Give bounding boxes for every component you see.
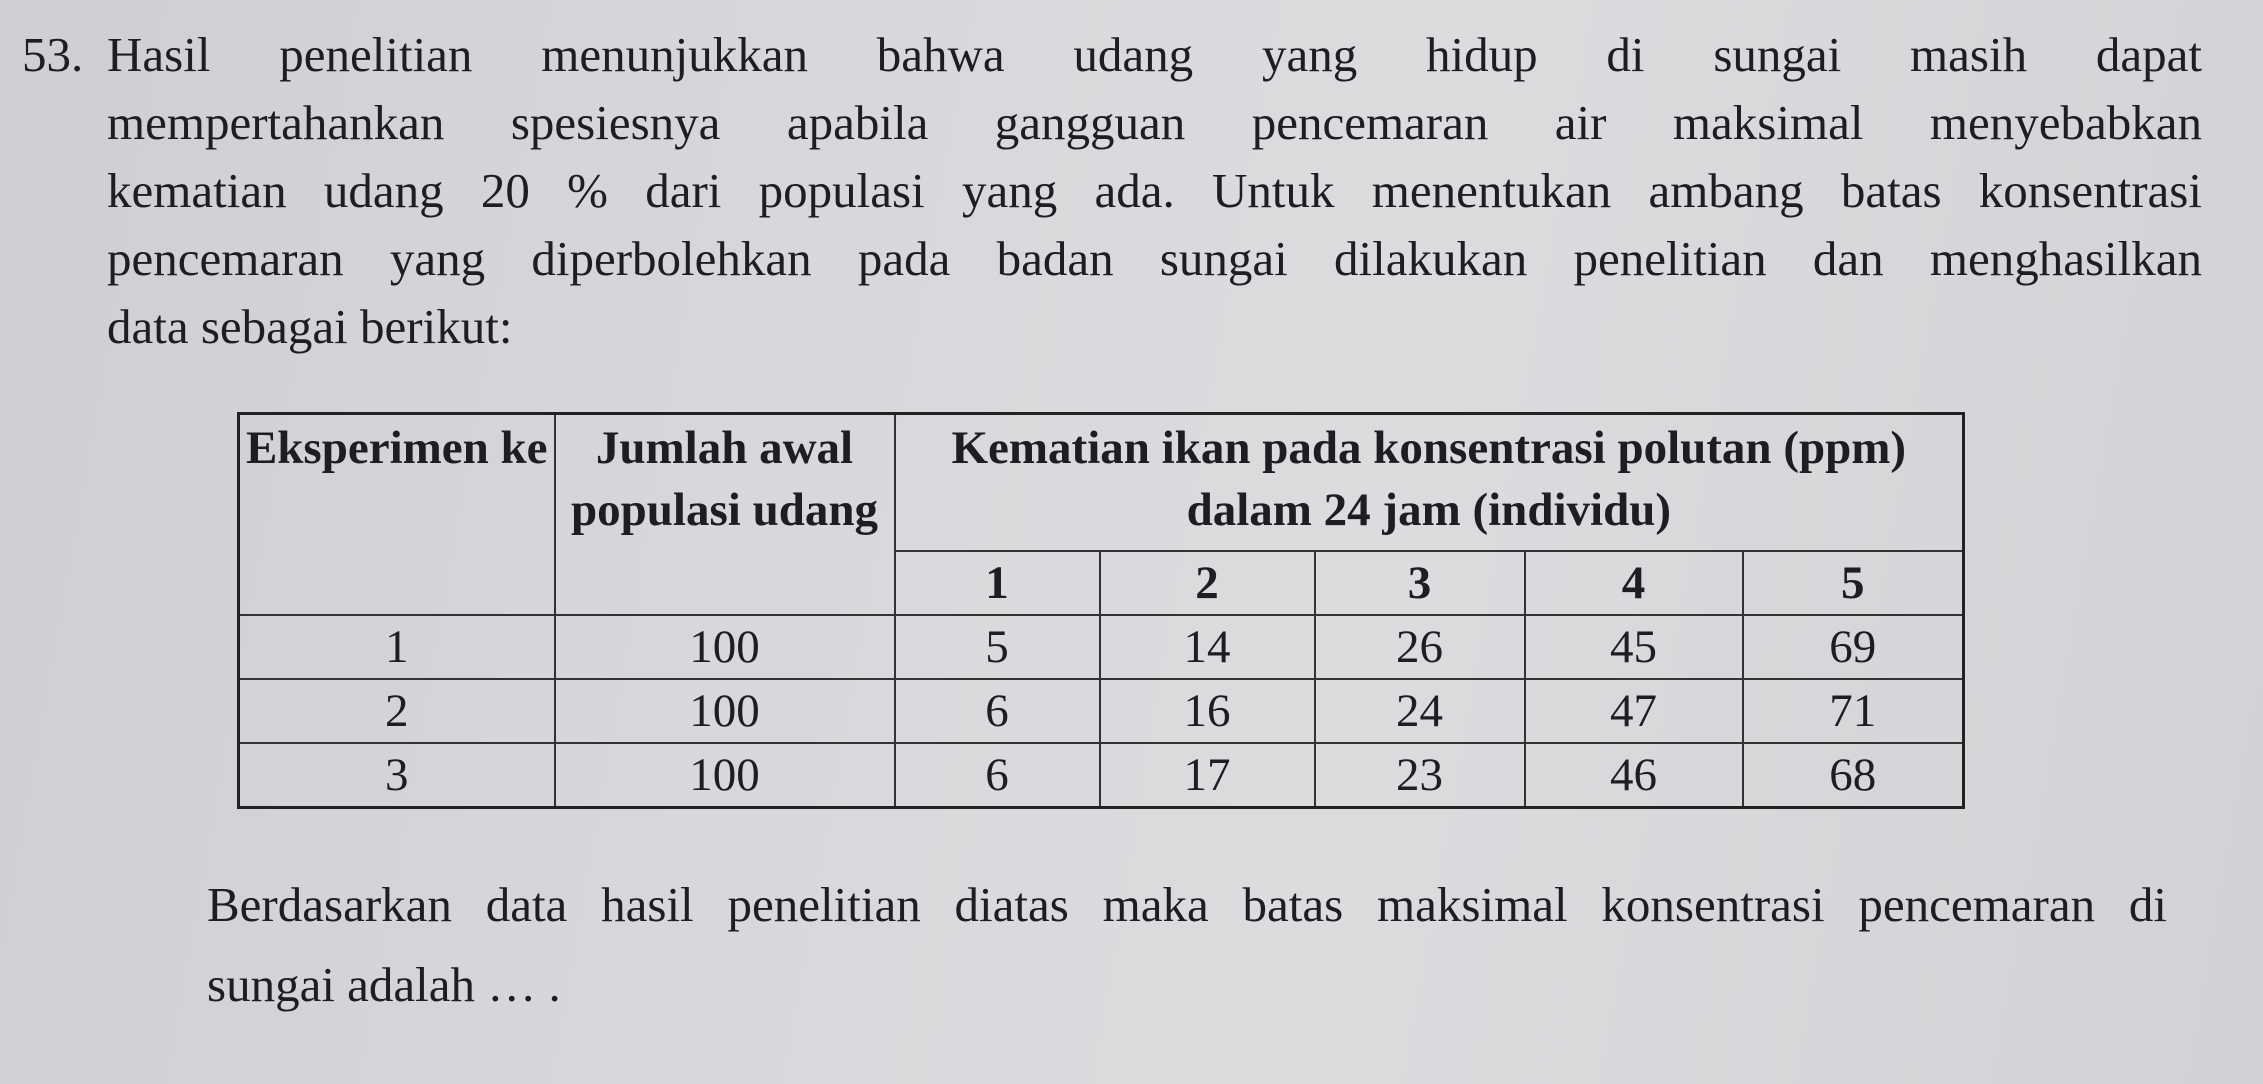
header-experiment: Eksperimen ke (239, 414, 555, 616)
question-line: pencemaran yang diperbolehkan pada badan sungai dilakukan penelitian dan menghasilkan (107, 231, 2202, 286)
conclusion-line: Berdasarkan data hasil penelitian diatas maka batas maksimal konsentrasi pencemaran di (207, 877, 2167, 932)
cell-population: 100 (555, 679, 895, 743)
cell-deaths: 26 (1315, 615, 1525, 679)
table-row (239, 743, 1964, 808)
header-concentration: 1 (895, 551, 1100, 615)
question-line: mempertahankan spesiesnya apabila gangguan pencemaran air maksimal menyebabkan (107, 95, 2202, 150)
cell-experiment: 2 (239, 679, 555, 743)
cell-experiment: 1 (239, 615, 555, 679)
experiment-data-table (237, 412, 1965, 809)
question-line: data sebagai berikut: (107, 299, 513, 354)
cell-deaths: 23 (1315, 743, 1525, 808)
header-mortality-group: Kematian ikan pada konsentrasi polutan (ppm) dalam 24 jam (individu) (895, 414, 1964, 552)
cell-deaths: 47 (1525, 679, 1743, 743)
cell-deaths: 24 (1315, 679, 1525, 743)
cell-population: 100 (555, 615, 895, 679)
header-concentration: 4 (1525, 551, 1743, 615)
header-concentration: 2 (1100, 551, 1315, 615)
header-concentration: 5 (1743, 551, 1964, 615)
cell-deaths: 68 (1743, 743, 1964, 808)
cell-deaths: 71 (1743, 679, 1964, 743)
cell-deaths: 6 (895, 679, 1100, 743)
table-row (239, 615, 1964, 679)
header-initial-population: Jumlah awal populasi udang (555, 414, 895, 616)
question-number: 53. (22, 27, 84, 82)
cell-population: 100 (555, 743, 895, 808)
conclusion-line: sungai adalah … . (207, 957, 561, 1012)
cell-deaths: 16 (1100, 679, 1315, 743)
question-line: Hasil penelitian menunjukkan bahwa udang yang hidup di sungai masih dapat (107, 27, 2202, 82)
header-concentration: 3 (1315, 551, 1525, 615)
cell-experiment: 3 (239, 743, 555, 808)
question-text (107, 27, 2202, 370)
table-row (239, 679, 1964, 743)
cell-deaths: 17 (1100, 743, 1315, 808)
question-line: kematian udang 20 % dari populasi yang ada. Untuk menentukan ambang batas konsentrasi (107, 163, 2202, 218)
cell-deaths: 45 (1525, 615, 1743, 679)
cell-deaths: 5 (895, 615, 1100, 679)
conclusion-text (207, 877, 2167, 1040)
cell-deaths: 46 (1525, 743, 1743, 808)
cell-deaths: 14 (1100, 615, 1315, 679)
cell-deaths: 69 (1743, 615, 1964, 679)
cell-deaths: 6 (895, 743, 1100, 808)
